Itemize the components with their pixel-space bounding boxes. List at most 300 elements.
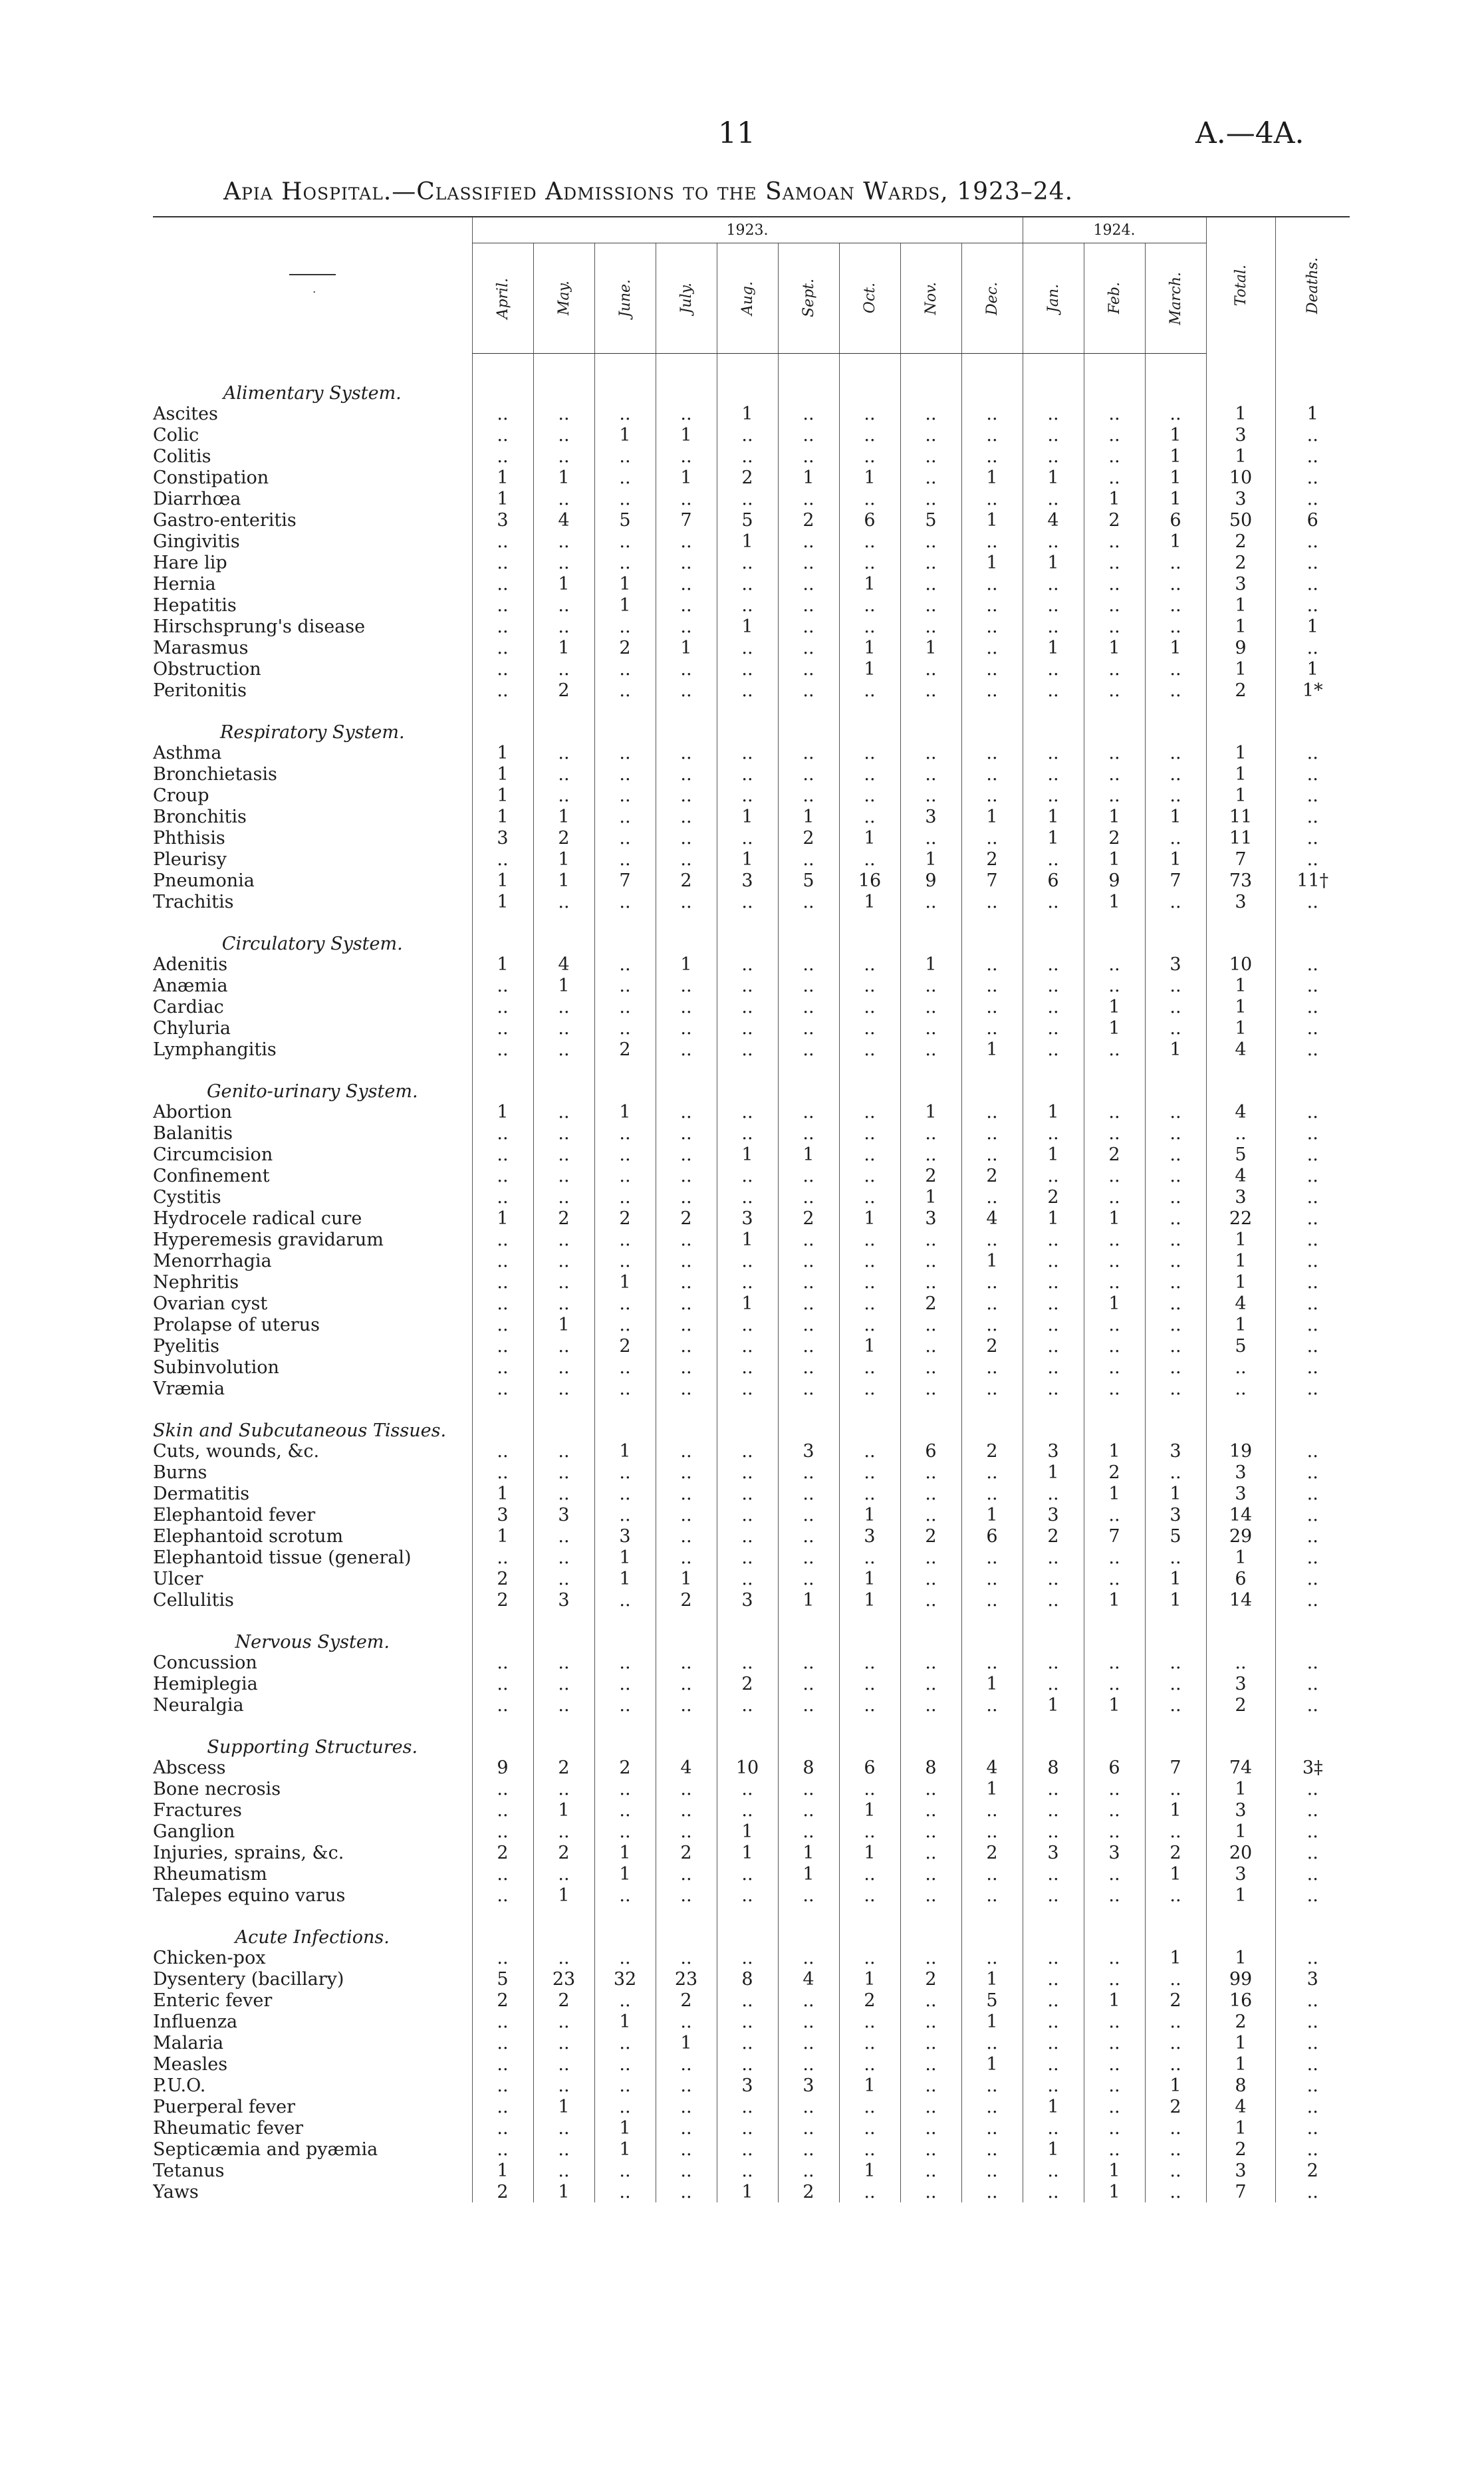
deaths-cell: ..	[1275, 849, 1350, 870]
condition-name: Marasmus	[153, 637, 249, 658]
month-value-cell: ..	[594, 1144, 656, 1165]
month-value-cell: ..	[1145, 2053, 1206, 2075]
total-cell: 1	[1206, 594, 1275, 616]
month-value-cell: 1	[533, 1799, 594, 1821]
section-filler-cell	[778, 1716, 839, 1757]
month-value-cell: ..	[717, 424, 778, 446]
month-value-cell: ..	[839, 1122, 900, 1144]
month-value-cell: ..	[656, 1229, 717, 1250]
table-row	[153, 616, 1350, 637]
table-row	[153, 1039, 1350, 1060]
month-value-cell: 1	[1023, 552, 1084, 573]
month-value-cell: ..	[1023, 763, 1084, 785]
month-value-cell: ..	[961, 1101, 1023, 1122]
month-header	[717, 243, 778, 354]
total-cell: 1	[1206, 742, 1275, 763]
month-value-cell: ..	[594, 2096, 656, 2117]
month-header	[533, 243, 594, 354]
month-value-cell: ..	[533, 1144, 594, 1165]
month-value-cell: ..	[1023, 1652, 1084, 1673]
table-row	[153, 1821, 1350, 1842]
month-value-cell: ..	[961, 594, 1023, 616]
section-filler-cell	[1145, 1906, 1206, 1947]
section-filler-cell	[1206, 362, 1275, 403]
month-value-cell: 2	[533, 827, 594, 849]
month-value-cell: 1	[778, 467, 839, 488]
section-filler-cell	[961, 701, 1023, 742]
month-value-cell: 5	[594, 509, 656, 531]
month-value-cell: ..	[594, 2181, 656, 2202]
table-row	[153, 1863, 1350, 1885]
section-filler-cell	[1145, 912, 1206, 954]
month-value-cell: ..	[1145, 658, 1206, 680]
condition-name: Obstruction	[153, 658, 261, 680]
month-value-cell: ..	[900, 1547, 961, 1568]
condition-name: Rheumatism	[153, 1863, 267, 1885]
month-value-cell: ..	[533, 424, 594, 446]
month-value-cell: ..	[839, 763, 900, 785]
total-cell: 2	[1206, 552, 1275, 573]
month-value-cell: 1	[656, 1568, 717, 1589]
month-value-cell: 1	[1084, 1589, 1145, 1611]
section-title: Nervous System.	[235, 1632, 390, 1652]
total-cell: 29	[1206, 1525, 1275, 1547]
table-row	[153, 2160, 1350, 2181]
month-value-cell: 1	[1023, 1101, 1084, 1122]
total-cell: 2	[1206, 2139, 1275, 2160]
deaths-cell: ..	[1275, 573, 1350, 594]
month-value-cell: ..	[1023, 680, 1084, 701]
month-value-cell: 1	[594, 2117, 656, 2139]
section-filler-cell	[472, 1611, 533, 1652]
month-value-cell: 9	[472, 1757, 533, 1778]
total-cell: 1	[1206, 785, 1275, 806]
condition-name: Hare lip	[153, 552, 227, 573]
month-value-cell: ..	[839, 1186, 900, 1208]
month-value-cell: 7	[1084, 1525, 1145, 1547]
section-filler-cell	[656, 1906, 717, 1947]
month-value-cell: ..	[472, 996, 533, 1017]
month-value-cell: ..	[839, 594, 900, 616]
month-value-cell: ..	[900, 1863, 961, 1885]
month-value-cell: ..	[839, 1652, 900, 1673]
month-value-cell: ..	[778, 1186, 839, 1208]
month-value-cell: ..	[778, 1017, 839, 1039]
section-filler-cell	[900, 912, 961, 954]
month-value-cell: ..	[1023, 996, 1084, 1017]
condition-name: Ovarian cyst	[153, 1293, 268, 1314]
month-value-cell: 2	[717, 467, 778, 488]
month-value-cell: ..	[1023, 424, 1084, 446]
month-value-cell: ..	[961, 1568, 1023, 1589]
month-value-cell: ..	[900, 1947, 961, 1968]
month-value-cell: ..	[1145, 1335, 1206, 1357]
year-1923-header: 1923.	[472, 217, 1023, 243]
month-value-cell: 1	[778, 1589, 839, 1611]
condition-name: Yaws	[153, 2181, 199, 2202]
section-filler-cell	[1023, 701, 1084, 742]
deaths-header-label: Deaths.	[1304, 257, 1321, 314]
month-value-cell: ..	[900, 2117, 961, 2139]
table-row	[153, 1947, 1350, 1968]
month-value-cell: ..	[1084, 1378, 1145, 1399]
month-value-cell: ..	[961, 424, 1023, 446]
month-value-cell: ..	[778, 1568, 839, 1589]
month-value-cell: ..	[594, 658, 656, 680]
month-value-cell: 2	[1023, 1186, 1084, 1208]
deaths-cell: ..	[1275, 1250, 1350, 1271]
month-value-cell: ..	[900, 1778, 961, 1799]
month-value-cell: ..	[533, 1462, 594, 1483]
condition-name: Ulcer	[153, 1568, 203, 1589]
month-value-cell: ..	[533, 616, 594, 637]
total-cell: 3	[1206, 1186, 1275, 1208]
month-value-cell: ..	[533, 1673, 594, 1694]
month-value-cell: ..	[839, 1314, 900, 1335]
section-title: Circulatory System.	[221, 934, 403, 954]
month-value-cell: ..	[656, 616, 717, 637]
section-filler-cell	[1206, 1611, 1275, 1652]
month-value-cell: ..	[961, 1863, 1023, 1885]
deaths-cell: ..	[1275, 1378, 1350, 1399]
month-value-cell: ..	[961, 403, 1023, 424]
section-filler-cell	[1206, 701, 1275, 742]
table-row	[153, 827, 1350, 849]
month-value-cell: 1	[839, 1568, 900, 1589]
month-value-cell: ..	[1023, 1122, 1084, 1144]
month-value-cell: ..	[1023, 2160, 1084, 2181]
table-row	[153, 1208, 1350, 1229]
month-value-cell: 5	[778, 870, 839, 891]
section-filler-cell	[533, 362, 594, 403]
month-value-cell: ..	[533, 763, 594, 785]
section-filler-cell	[656, 912, 717, 954]
section-filler-cell	[1145, 1060, 1206, 1101]
month-value-cell: ..	[900, 1821, 961, 1842]
month-value-cell: ..	[1023, 1568, 1084, 1589]
month-value-cell: ..	[1084, 954, 1145, 975]
month-value-cell: 1	[839, 637, 900, 658]
month-value-cell: 2	[594, 1208, 656, 1229]
total-cell: 10	[1206, 467, 1275, 488]
month-value-cell: ..	[839, 954, 900, 975]
month-value-cell: ..	[1145, 1271, 1206, 1293]
table-row	[153, 1694, 1350, 1716]
month-value-cell: ..	[656, 680, 717, 701]
month-value-cell: ..	[1023, 1947, 1084, 1968]
month-value-cell: ..	[472, 594, 533, 616]
month-value-cell: ..	[900, 1990, 961, 2011]
month-value-cell: 1	[1084, 637, 1145, 658]
month-value-cell: ..	[1084, 680, 1145, 701]
section-filler-cell	[533, 1611, 594, 1652]
month-value-cell: 2	[717, 1673, 778, 1694]
month-value-cell: ..	[900, 1694, 961, 1716]
section-filler-cell	[778, 701, 839, 742]
month-value-cell: ..	[594, 1378, 656, 1399]
month-value-cell: ..	[594, 2032, 656, 2053]
section-filler-cell	[472, 1399, 533, 1440]
month-value-cell: ..	[717, 1462, 778, 1483]
month-value-cell: ..	[1023, 1483, 1084, 1504]
total-cell: 6	[1206, 1568, 1275, 1589]
month-value-cell: ..	[900, 763, 961, 785]
deaths-cell: ..	[1275, 1547, 1350, 1568]
month-value-cell: ..	[472, 1165, 533, 1186]
month-value-cell: 1	[472, 870, 533, 891]
section-filler-cell	[533, 701, 594, 742]
month-value-cell: 1	[1084, 849, 1145, 870]
section-filler-cell	[717, 1716, 778, 1757]
month-value-cell: ..	[839, 1947, 900, 1968]
month-value-cell: 1	[839, 1968, 900, 1990]
month-value-cell: ..	[961, 2032, 1023, 2053]
section-filler-cell	[1275, 362, 1350, 403]
month-value-cell: 1	[533, 849, 594, 870]
section-filler-cell	[472, 701, 533, 742]
month-value-cell: ..	[656, 1504, 717, 1525]
condition-name: Neuralgia	[153, 1694, 244, 1716]
spacer-cell	[1275, 354, 1350, 362]
month-value-cell: 1	[1145, 2075, 1206, 2096]
section-filler-cell	[1023, 912, 1084, 954]
deaths-cell: ..	[1275, 1335, 1350, 1357]
total-cell: 11	[1206, 806, 1275, 827]
month-value-cell: ..	[594, 785, 656, 806]
month-value-cell: ..	[717, 1778, 778, 1799]
total-cell: 1	[1206, 616, 1275, 637]
month-value-cell: ..	[656, 1673, 717, 1694]
month-value-cell: ..	[900, 1335, 961, 1357]
month-value-cell: 2	[900, 1293, 961, 1314]
section-filler-cell	[1084, 1906, 1145, 1947]
month-value-cell: ..	[472, 1863, 533, 1885]
month-value-cell: ..	[1084, 573, 1145, 594]
deaths-cell: ..	[1275, 2053, 1350, 2075]
month-value-cell: ..	[961, 1589, 1023, 1611]
total-cell: 1	[1206, 1821, 1275, 1842]
month-value-cell: ..	[1023, 1378, 1084, 1399]
month-value-cell: ..	[839, 1483, 900, 1504]
month-value-cell: ..	[594, 806, 656, 827]
month-value-cell: 1	[656, 424, 717, 446]
month-value-cell: ..	[656, 573, 717, 594]
condition-name: Confinement	[153, 1165, 270, 1186]
month-value-cell: ..	[717, 680, 778, 701]
month-value-cell: 2	[656, 1842, 717, 1863]
month-value-cell: ..	[961, 1694, 1023, 1716]
section-title: Genito-urinary System.	[206, 1081, 418, 1101]
month-value-cell: ..	[1145, 827, 1206, 849]
month-value-cell: 1	[1023, 1462, 1084, 1483]
total-cell: 1	[1206, 763, 1275, 785]
month-value-cell: ..	[961, 1017, 1023, 1039]
section-filler-cell	[1084, 701, 1145, 742]
month-value-cell: ..	[778, 594, 839, 616]
section-filler-cell	[839, 1060, 900, 1101]
section-filler-cell	[1275, 1611, 1350, 1652]
month-value-cell: 2	[961, 1165, 1023, 1186]
total-cell: 1	[1206, 1250, 1275, 1271]
month-value-cell: ..	[1023, 1271, 1084, 1293]
section-filler-cell	[1023, 1716, 1084, 1757]
month-value-cell: 1	[472, 467, 533, 488]
condition-name: Asthma	[153, 742, 222, 763]
month-value-cell: 3	[1023, 1842, 1084, 1863]
month-value-cell: ..	[717, 1440, 778, 1462]
month-value-cell: ..	[656, 975, 717, 996]
total-cell: 9	[1206, 637, 1275, 658]
section-filler-cell	[1206, 1060, 1275, 1101]
month-value-cell: ..	[839, 2011, 900, 2032]
month-value-cell: ..	[472, 1378, 533, 1399]
month-value-cell: 1	[472, 742, 533, 763]
month-value-cell: ..	[717, 658, 778, 680]
section-filler-cell	[717, 912, 778, 954]
total-cell: 1	[1206, 446, 1275, 467]
table-row	[153, 1885, 1350, 1906]
month-value-cell: 6	[961, 1525, 1023, 1547]
month-value-cell: 1	[1145, 446, 1206, 467]
month-value-cell: ..	[533, 1821, 594, 1842]
deaths-cell: ..	[1275, 1589, 1350, 1611]
month-value-cell: 1	[717, 531, 778, 552]
section-filler-cell	[594, 362, 656, 403]
condition-name: Circumcision	[153, 1144, 273, 1165]
section-filler-cell	[778, 362, 839, 403]
section-filler-cell	[900, 1399, 961, 1440]
total-cell: 22	[1206, 1208, 1275, 1229]
month-value-cell: 2	[594, 1039, 656, 1060]
month-value-cell: ..	[961, 1885, 1023, 1906]
month-value-cell: 1	[839, 467, 900, 488]
total-cell: 11	[1206, 827, 1275, 849]
table-title: Apia Hospital.—Classified Admissions to the Samoan Wards, 1923–24.	[223, 178, 1074, 205]
section-filler-cell	[594, 1906, 656, 1947]
month-value-cell: ..	[717, 1694, 778, 1716]
condition-name: Concussion	[153, 1652, 257, 1673]
month-value-cell: 2	[778, 827, 839, 849]
month-value-cell: 10	[717, 1757, 778, 1778]
month-value-cell: ..	[1023, 2181, 1084, 2202]
month-value-cell: ..	[961, 680, 1023, 701]
month-value-cell: 1	[717, 2181, 778, 2202]
total-cell: 4	[1206, 1293, 1275, 1314]
month-value-cell: ..	[900, 2011, 961, 2032]
month-value-cell: ..	[778, 1165, 839, 1186]
month-value-cell: ..	[472, 1144, 533, 1165]
section-filler-cell	[1084, 1060, 1145, 1101]
section-filler-cell	[656, 1399, 717, 1440]
month-value-cell: ..	[839, 2139, 900, 2160]
month-value-cell: ..	[594, 1462, 656, 1483]
month-value-cell: ..	[533, 1778, 594, 1799]
month-value-cell: ..	[656, 2053, 717, 2075]
month-value-cell: ..	[900, 1122, 961, 1144]
month-value-cell: ..	[656, 1694, 717, 1716]
table-row	[153, 849, 1350, 870]
month-header	[472, 243, 533, 354]
month-value-cell: 1	[533, 1314, 594, 1335]
month-value-cell: ..	[1084, 1186, 1145, 1208]
month-value-cell: 1	[1023, 2096, 1084, 2117]
month-value-cell: ..	[839, 2032, 900, 2053]
month-value-cell: ..	[656, 763, 717, 785]
month-value-cell: ..	[778, 1462, 839, 1483]
month-value-cell: 5	[717, 509, 778, 531]
deaths-cell: 1	[1275, 616, 1350, 637]
month-value-cell: ..	[1145, 1821, 1206, 1842]
total-cell: 7	[1206, 2181, 1275, 2202]
section-filler-cell	[961, 362, 1023, 403]
condition-name: Anæmia	[153, 975, 228, 996]
month-value-cell: 3	[717, 2075, 778, 2096]
month-value-cell: 2	[594, 637, 656, 658]
table-row	[153, 1990, 1350, 2011]
table-row	[153, 488, 1350, 509]
section-filler-cell	[472, 912, 533, 954]
section-filler-cell	[1023, 1906, 1084, 1947]
month-value-cell: ..	[1084, 1947, 1145, 1968]
month-value-cell: ..	[900, 1568, 961, 1589]
month-value-cell: ..	[1023, 1335, 1084, 1357]
month-value-cell: ..	[533, 1039, 594, 1060]
month-value-cell: ..	[472, 1885, 533, 1906]
table-row	[153, 1757, 1350, 1778]
month-value-cell: ..	[1145, 1378, 1206, 1399]
month-value-cell: ..	[472, 849, 533, 870]
month-value-cell: 1	[1023, 806, 1084, 827]
month-value-cell: ..	[717, 2096, 778, 2117]
month-value-cell: ..	[839, 1462, 900, 1483]
month-value-cell: 3	[533, 1504, 594, 1525]
month-header-label: Nov.	[922, 281, 939, 315]
month-value-cell: ..	[961, 1947, 1023, 1968]
section-filler-cell	[900, 1716, 961, 1757]
month-value-cell: ..	[656, 1440, 717, 1462]
month-value-cell: ..	[839, 849, 900, 870]
month-value-cell: 2	[472, 1568, 533, 1589]
month-value-cell: ..	[594, 1186, 656, 1208]
month-value-cell: ..	[778, 2160, 839, 2181]
month-value-cell: ..	[1023, 1017, 1084, 1039]
month-value-cell: ..	[900, 1462, 961, 1483]
deaths-cell: 1	[1275, 658, 1350, 680]
month-header	[1023, 243, 1084, 354]
month-value-cell: 1	[1145, 637, 1206, 658]
month-value-cell: ..	[472, 1547, 533, 1568]
month-value-cell: ..	[656, 742, 717, 763]
deaths-cell: ..	[1275, 891, 1350, 912]
month-value-cell: ..	[839, 1250, 900, 1271]
deaths-cell: 1*	[1275, 680, 1350, 701]
month-value-cell: ..	[656, 891, 717, 912]
month-value-cell: ..	[656, 531, 717, 552]
month-value-cell: ..	[717, 1017, 778, 1039]
condition-name: Bone necrosis	[153, 1778, 281, 1799]
month-value-cell: 1	[900, 849, 961, 870]
section-title: Skin and Subcutaneous Tissues.	[153, 1420, 447, 1440]
month-value-cell: ..	[717, 742, 778, 763]
section-filler-cell	[839, 701, 900, 742]
month-value-cell: ..	[717, 1378, 778, 1399]
month-header-label: May.	[555, 281, 572, 316]
month-value-cell: ..	[472, 1694, 533, 1716]
month-value-cell: ..	[961, 763, 1023, 785]
month-value-cell: ..	[778, 424, 839, 446]
month-value-cell: ..	[594, 446, 656, 467]
month-value-cell: ..	[1084, 1101, 1145, 1122]
